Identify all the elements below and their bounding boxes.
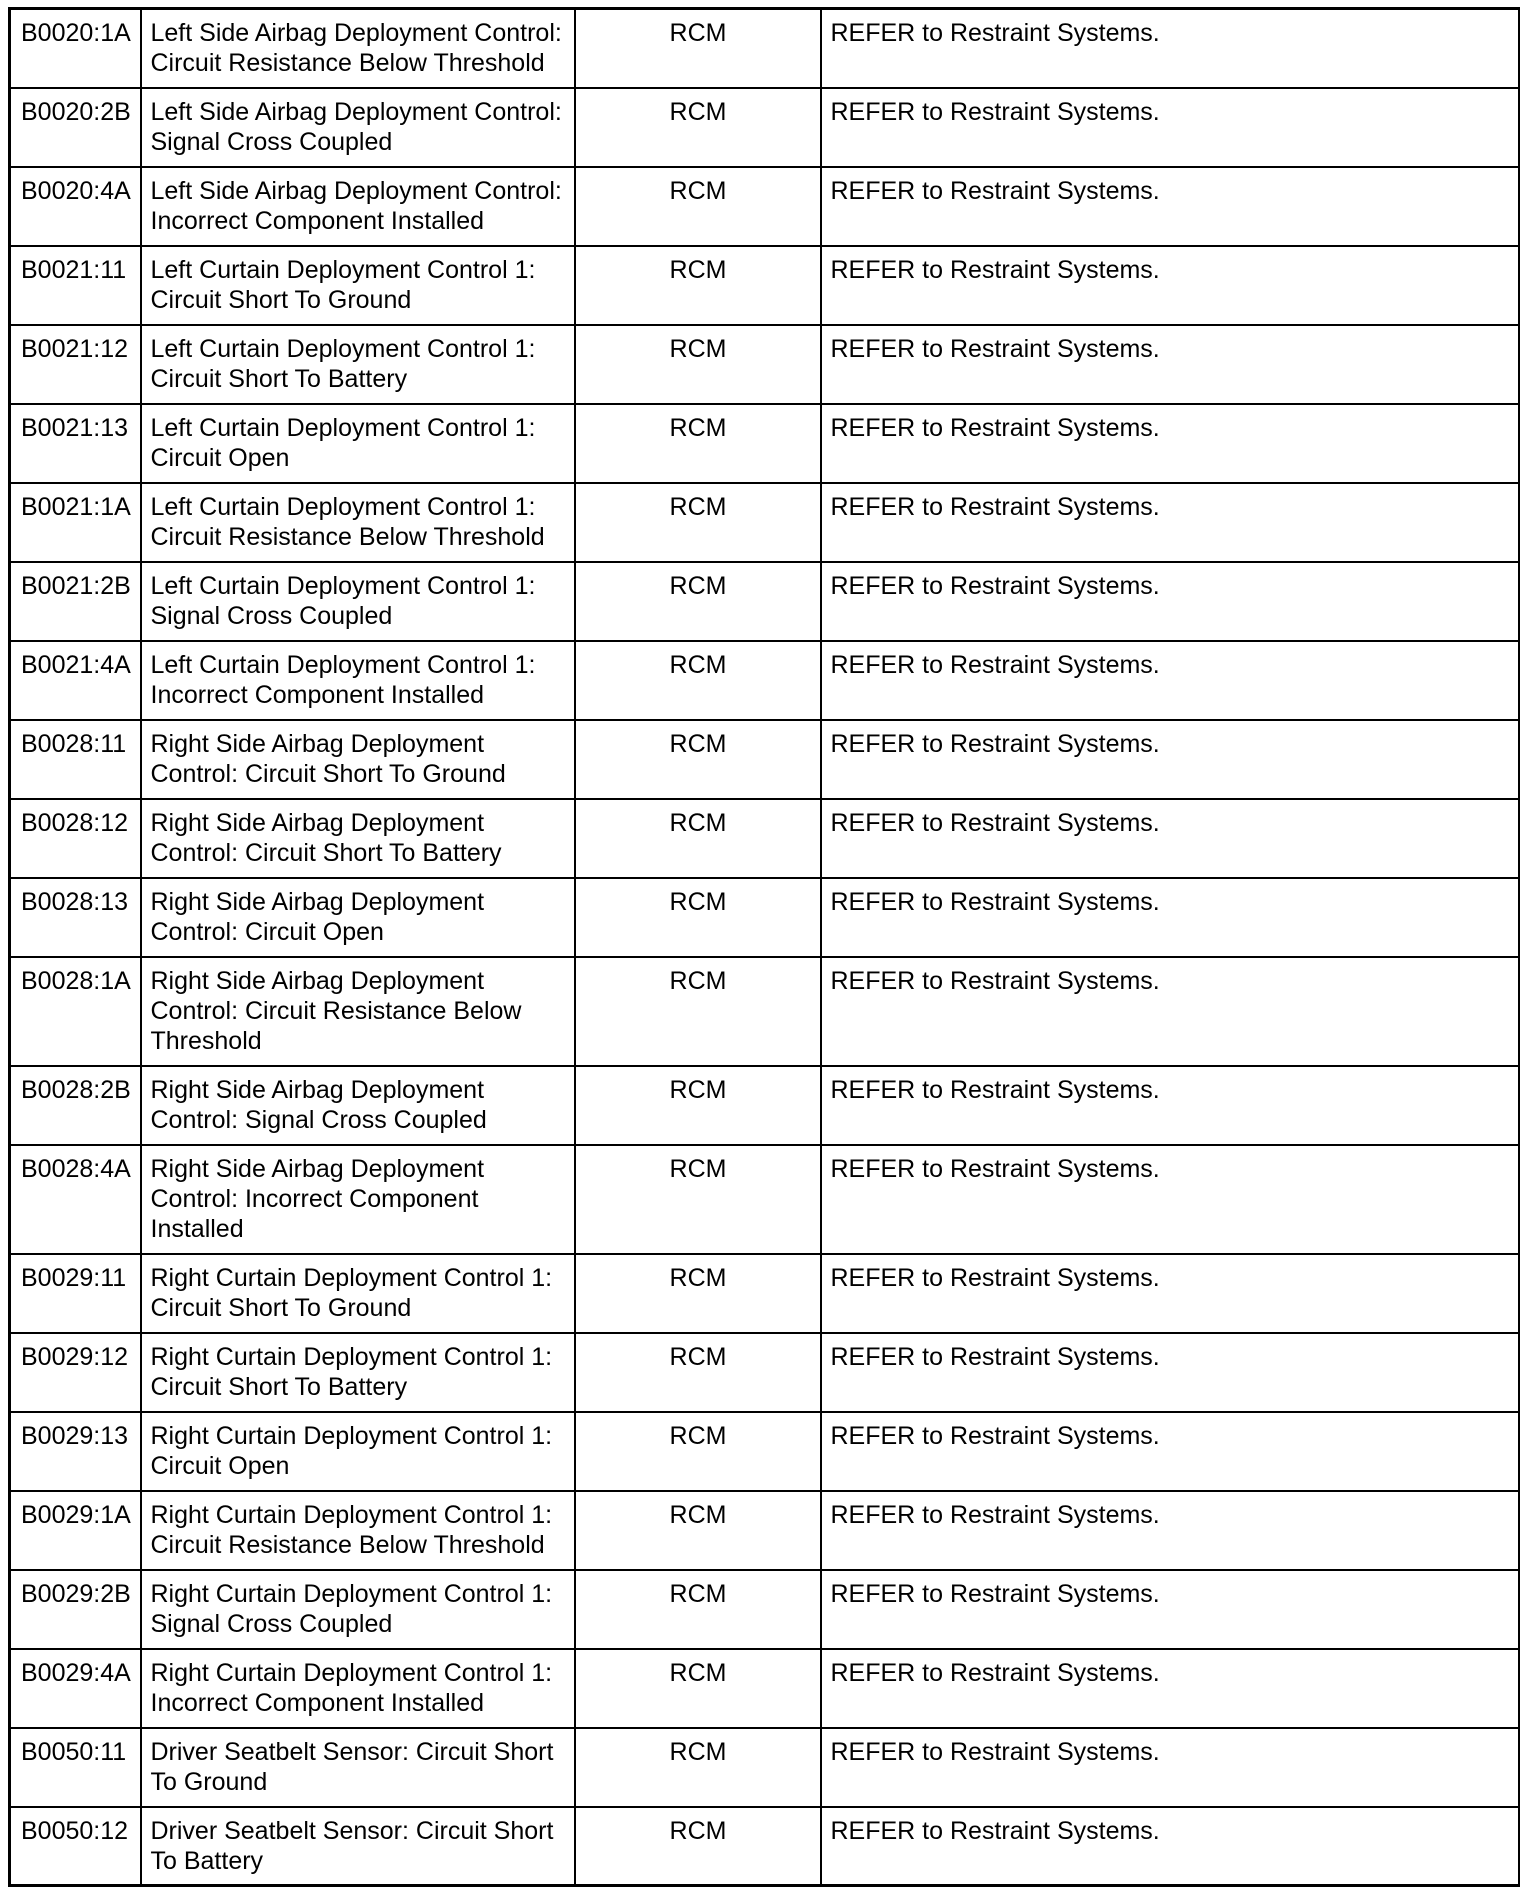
dtc-module: RCM: [575, 1491, 821, 1570]
dtc-action: REFER to Restraint Systems.: [821, 1570, 1520, 1649]
dtc-module: RCM: [575, 1254, 821, 1333]
dtc-action: REFER to Restraint Systems.: [821, 641, 1520, 720]
dtc-code: B0021:1A: [10, 483, 141, 562]
dtc-description: Right Curtain Deployment Control 1: Incorrect Component Installed: [141, 1649, 575, 1728]
dtc-action: REFER to Restraint Systems.: [821, 1491, 1520, 1570]
dtc-description: Right Side Airbag Deployment Control: Circuit Short To Battery: [141, 799, 575, 878]
table-row: [10, 1333, 1520, 1412]
dtc-action: REFER to Restraint Systems.: [821, 1254, 1520, 1333]
dtc-description: Left Curtain Deployment Control 1: Circuit Short To Battery: [141, 325, 575, 404]
dtc-description: Right Curtain Deployment Control 1: Circuit Open: [141, 1412, 575, 1491]
dtc-module: RCM: [575, 562, 821, 641]
dtc-code: B0021:13: [10, 404, 141, 483]
table-row: [10, 9, 1520, 88]
dtc-table-body: [10, 9, 1520, 1886]
dtc-module: RCM: [575, 325, 821, 404]
table-row: [10, 246, 1520, 325]
dtc-code: B0029:13: [10, 1412, 141, 1491]
dtc-module: RCM: [575, 1333, 821, 1412]
dtc-module: RCM: [575, 1066, 821, 1145]
table-row: [10, 1491, 1520, 1570]
dtc-module: RCM: [575, 9, 821, 88]
table-row: [10, 1807, 1520, 1886]
dtc-description: Left Curtain Deployment Control 1: Circuit Short To Ground: [141, 246, 575, 325]
dtc-action: REFER to Restraint Systems.: [821, 799, 1520, 878]
dtc-module: RCM: [575, 1807, 821, 1886]
dtc-module: RCM: [575, 720, 821, 799]
dtc-code: B0028:1A: [10, 957, 141, 1066]
dtc-description: Right Curtain Deployment Control 1: Circuit Short To Ground: [141, 1254, 575, 1333]
dtc-code: B0028:11: [10, 720, 141, 799]
dtc-action: REFER to Restraint Systems.: [821, 246, 1520, 325]
table-row: [10, 957, 1520, 1066]
dtc-code: B0029:12: [10, 1333, 141, 1412]
dtc-module: RCM: [575, 167, 821, 246]
dtc-module: RCM: [575, 88, 821, 167]
dtc-code: B0029:2B: [10, 1570, 141, 1649]
table-row: [10, 1728, 1520, 1807]
dtc-module: RCM: [575, 641, 821, 720]
table-row: [10, 878, 1520, 957]
dtc-module: RCM: [575, 957, 821, 1066]
dtc-code: B0020:2B: [10, 88, 141, 167]
dtc-code: B0021:11: [10, 246, 141, 325]
dtc-description: Right Side Airbag Deployment Control: Circuit Resistance Below Threshold: [141, 957, 575, 1066]
table-row: [10, 325, 1520, 404]
dtc-action: REFER to Restraint Systems.: [821, 1807, 1520, 1886]
dtc-module: RCM: [575, 483, 821, 562]
dtc-action: REFER to Restraint Systems.: [821, 878, 1520, 957]
table-row: [10, 720, 1520, 799]
dtc-action: REFER to Restraint Systems.: [821, 404, 1520, 483]
dtc-description: Left Curtain Deployment Control 1: Incorrect Component Installed: [141, 641, 575, 720]
dtc-description: Left Curtain Deployment Control 1: Signal Cross Coupled: [141, 562, 575, 641]
dtc-description: Left Side Airbag Deployment Control: Circuit Resistance Below Threshold: [141, 9, 575, 88]
dtc-code: B0021:4A: [10, 641, 141, 720]
dtc-action: REFER to Restraint Systems.: [821, 1649, 1520, 1728]
table-row: [10, 1649, 1520, 1728]
dtc-action: REFER to Restraint Systems.: [821, 957, 1520, 1066]
dtc-module: RCM: [575, 1649, 821, 1728]
dtc-module: RCM: [575, 1728, 821, 1807]
dtc-action: REFER to Restraint Systems.: [821, 167, 1520, 246]
dtc-code: B0028:2B: [10, 1066, 141, 1145]
table-row: [10, 1412, 1520, 1491]
dtc-action: REFER to Restraint Systems.: [821, 88, 1520, 167]
dtc-module: RCM: [575, 799, 821, 878]
dtc-description: Left Curtain Deployment Control 1: Circuit Resistance Below Threshold: [141, 483, 575, 562]
dtc-action: REFER to Restraint Systems.: [821, 1145, 1520, 1254]
table-row: [10, 483, 1520, 562]
table-row: [10, 1145, 1520, 1254]
dtc-description: Driver Seatbelt Sensor: Circuit Short To Battery: [141, 1807, 575, 1886]
dtc-code: B0050:12: [10, 1807, 141, 1886]
dtc-code: B0029:4A: [10, 1649, 141, 1728]
dtc-code: B0029:1A: [10, 1491, 141, 1570]
table-row: [10, 404, 1520, 483]
dtc-description: Right Curtain Deployment Control 1: Signal Cross Coupled: [141, 1570, 575, 1649]
dtc-description: Left Side Airbag Deployment Control: Incorrect Component Installed: [141, 167, 575, 246]
dtc-code: B0028:4A: [10, 1145, 141, 1254]
table-row: [10, 562, 1520, 641]
dtc-code: B0020:1A: [10, 9, 141, 88]
table-row: [10, 641, 1520, 720]
dtc-code: B0020:4A: [10, 167, 141, 246]
dtc-action: REFER to Restraint Systems.: [821, 9, 1520, 88]
dtc-action: REFER to Restraint Systems.: [821, 1412, 1520, 1491]
dtc-code: B0028:13: [10, 878, 141, 957]
dtc-action: REFER to Restraint Systems.: [821, 1333, 1520, 1412]
dtc-module: RCM: [575, 1145, 821, 1254]
dtc-module: RCM: [575, 1570, 821, 1649]
dtc-description: Right Side Airbag Deployment Control: Circuit Open: [141, 878, 575, 957]
dtc-description: Right Side Airbag Deployment Control: Incorrect Component Installed: [141, 1145, 575, 1254]
dtc-code: B0021:2B: [10, 562, 141, 641]
table-row: [10, 1254, 1520, 1333]
dtc-description: Right Side Airbag Deployment Control: Signal Cross Coupled: [141, 1066, 575, 1145]
dtc-description: Right Curtain Deployment Control 1: Circuit Resistance Below Threshold: [141, 1491, 575, 1570]
dtc-action: REFER to Restraint Systems.: [821, 325, 1520, 404]
dtc-module: RCM: [575, 878, 821, 957]
table-row: [10, 1066, 1520, 1145]
dtc-description: Right Side Airbag Deployment Control: Circuit Short To Ground: [141, 720, 575, 799]
dtc-table: [8, 7, 1520, 1887]
dtc-code: B0028:12: [10, 799, 141, 878]
dtc-module: RCM: [575, 404, 821, 483]
dtc-description: Left Side Airbag Deployment Control: Signal Cross Coupled: [141, 88, 575, 167]
table-row: [10, 167, 1520, 246]
dtc-description: Left Curtain Deployment Control 1: Circuit Open: [141, 404, 575, 483]
dtc-action: REFER to Restraint Systems.: [821, 483, 1520, 562]
dtc-action: REFER to Restraint Systems.: [821, 562, 1520, 641]
dtc-action: REFER to Restraint Systems.: [821, 1728, 1520, 1807]
dtc-description: Right Curtain Deployment Control 1: Circuit Short To Battery: [141, 1333, 575, 1412]
dtc-action: REFER to Restraint Systems.: [821, 1066, 1520, 1145]
dtc-action: REFER to Restraint Systems.: [821, 720, 1520, 799]
table-row: [10, 799, 1520, 878]
dtc-description: Driver Seatbelt Sensor: Circuit Short To Ground: [141, 1728, 575, 1807]
dtc-code: B0050:11: [10, 1728, 141, 1807]
dtc-module: RCM: [575, 1412, 821, 1491]
table-row: [10, 88, 1520, 167]
dtc-code: B0029:11: [10, 1254, 141, 1333]
dtc-code: B0021:12: [10, 325, 141, 404]
dtc-module: RCM: [575, 246, 821, 325]
table-row: [10, 1570, 1520, 1649]
